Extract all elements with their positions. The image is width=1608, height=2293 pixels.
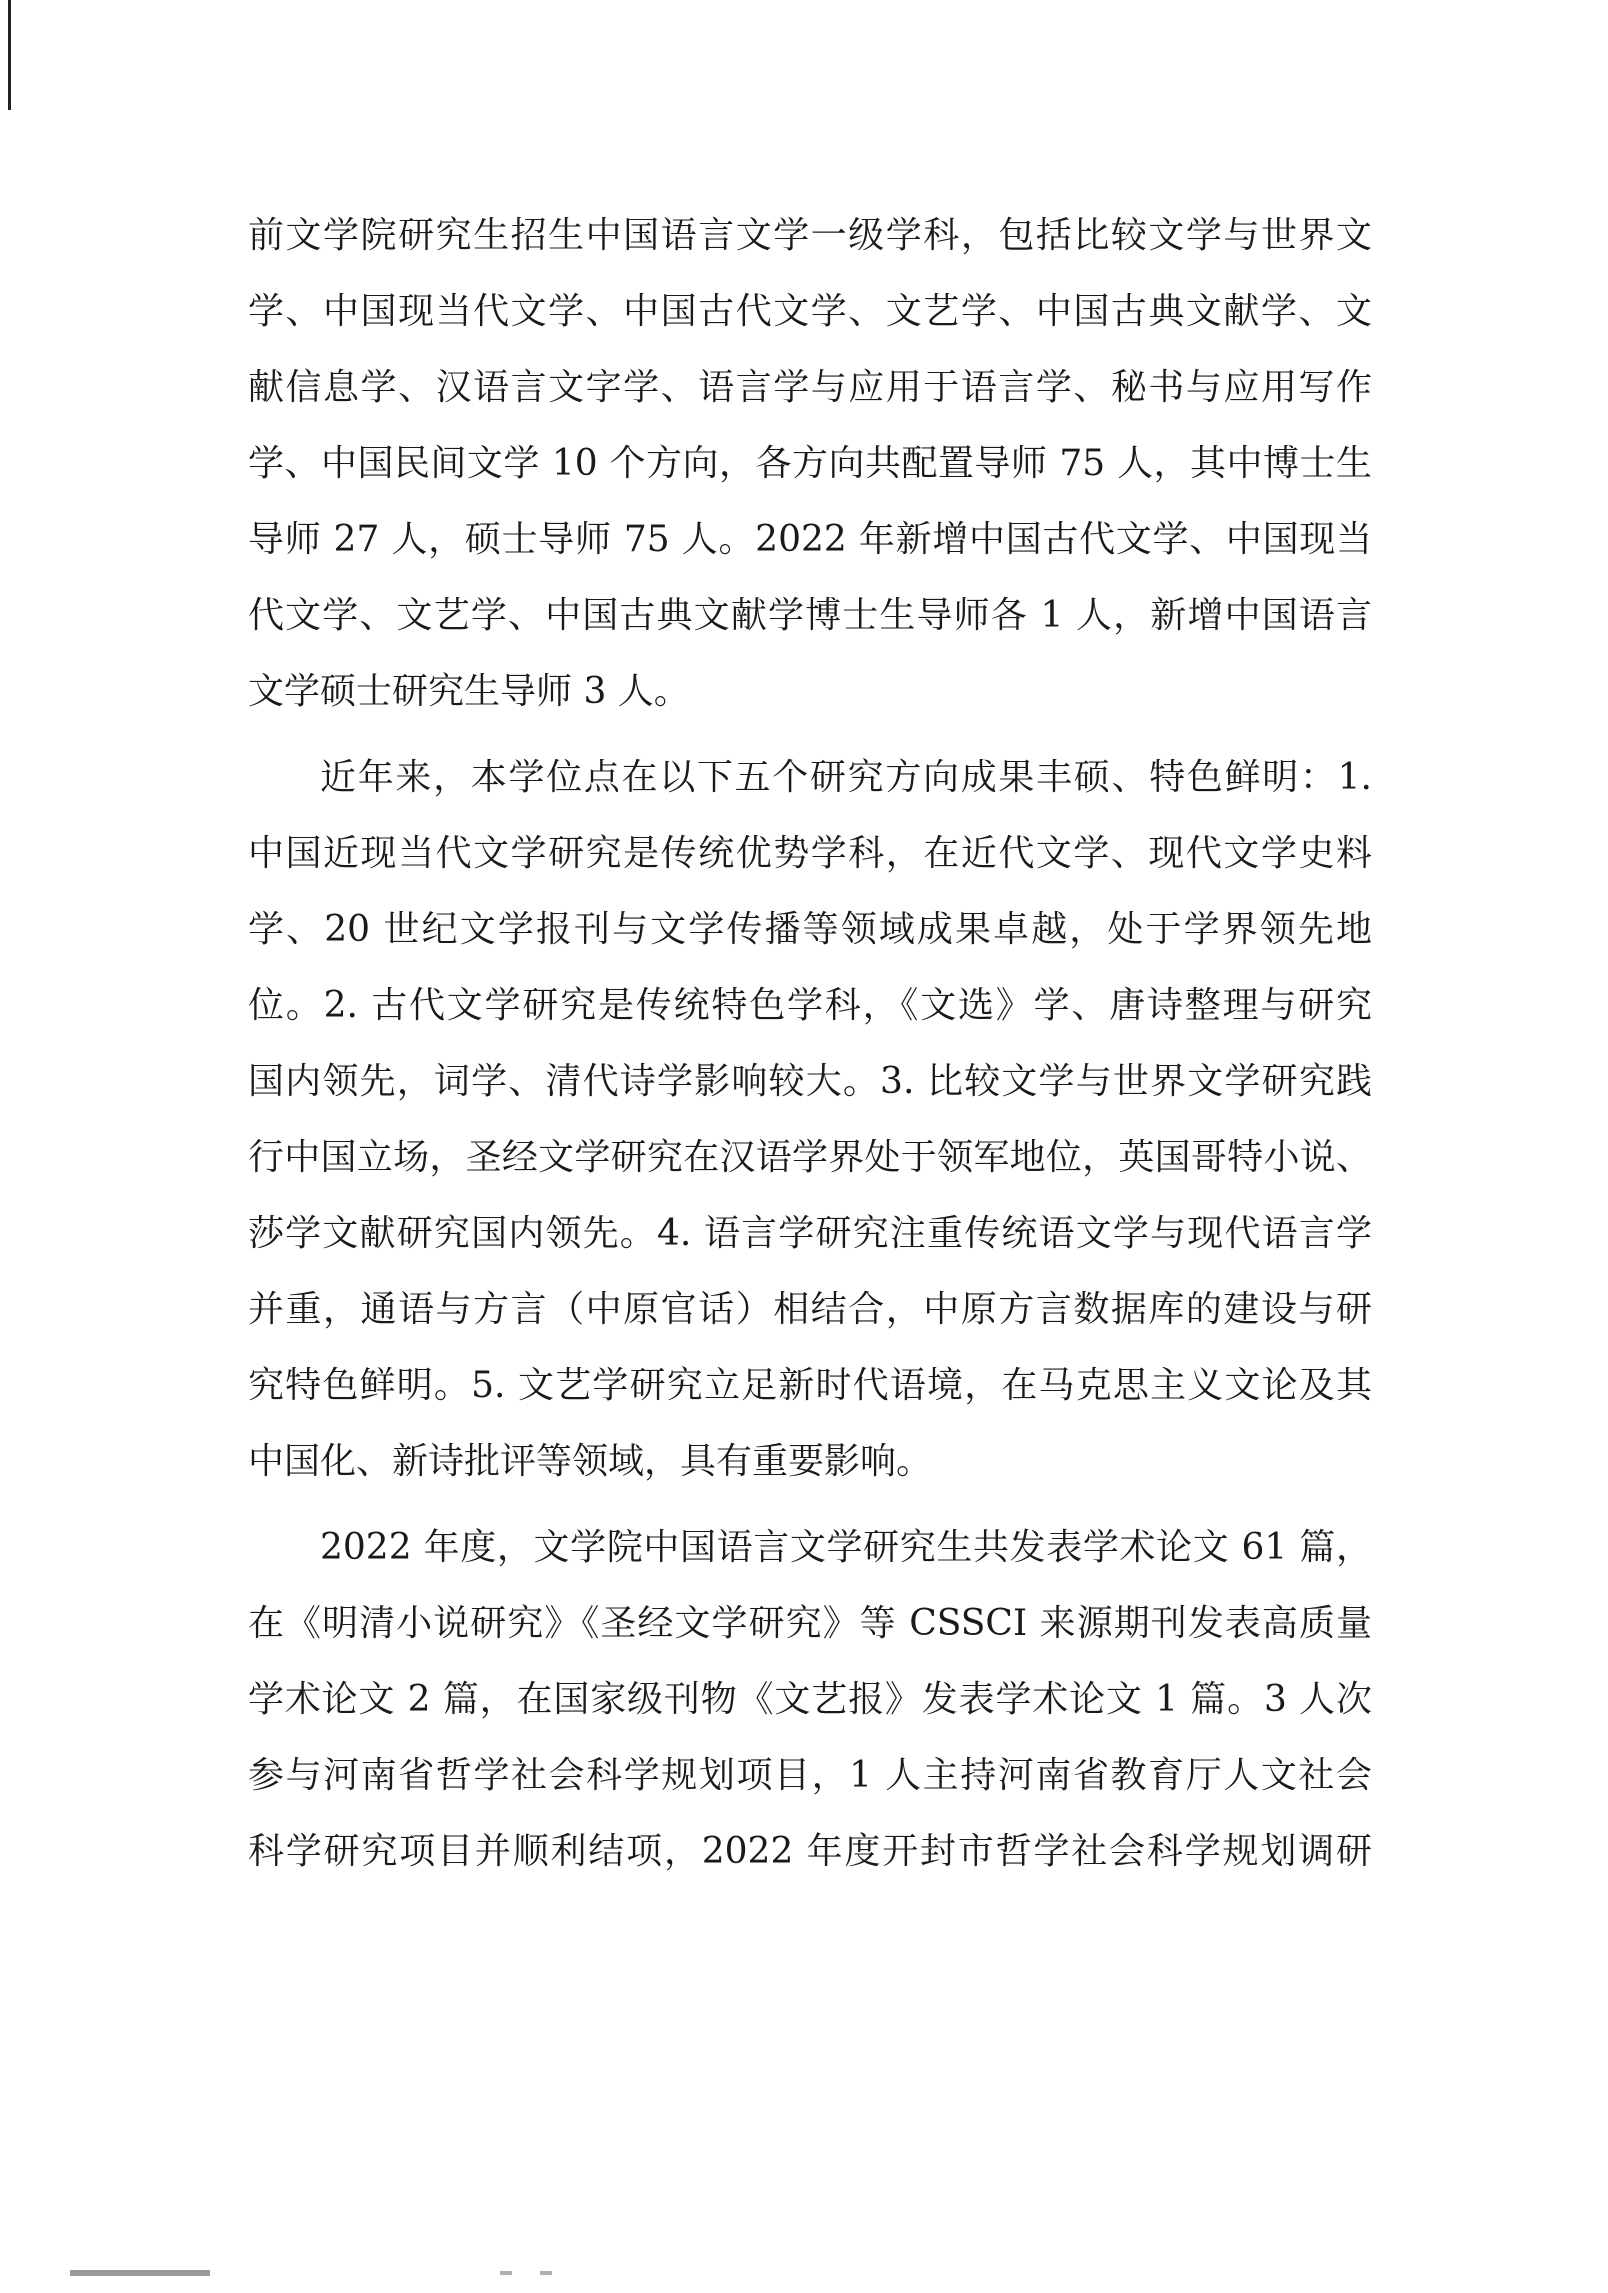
scan-speck xyxy=(540,2271,552,2275)
text-line: 行中国立场，圣经文学研究在汉语学界处于领军地位，英国哥特小说、 xyxy=(248,1137,1372,1178)
document-body xyxy=(248,198,1372,1890)
text-line: 学、中国民间文学 10 个方向，各方向共配置导师 75 人，其中博士生 xyxy=(248,443,1372,484)
scan-edge-mark xyxy=(8,0,11,110)
scan-footer-mark xyxy=(70,2270,210,2276)
paragraph-gap xyxy=(248,1500,1372,1510)
text-line: 位。2. 古代文学研究是传统特色学科，《文选》学、唐诗整理与研究 xyxy=(248,985,1372,1026)
paragraph-2 xyxy=(248,740,1372,1500)
text-line: 2022 年度，文学院中国语言文学研究生共发表学术论文 61 篇， xyxy=(320,1527,1372,1568)
text-line: 中国化、新诗批评等领域，具有重要影响。 xyxy=(248,1441,933,1482)
paragraph-3 xyxy=(248,1510,1372,1890)
text-line: 参与河南省哲学社会科学规划项目，1 人主持河南省教育厅人文社会 xyxy=(248,1755,1372,1796)
text-line: 莎学文献研究国内领先。4. 语言学研究注重传统语文学与现代语言学 xyxy=(248,1213,1372,1254)
text-line: 科学研究项目并顺利结项，2022 年度开封市哲学社会科学规划调研 xyxy=(248,1831,1372,1872)
text-line: 代文学、文艺学、中国古典文献学博士生导师各 1 人，新增中国语言 xyxy=(248,595,1372,636)
text-line: 导师 27 人，硕士导师 75 人。2022 年新增中国古代文学、中国现当 xyxy=(248,519,1372,560)
paragraph-gap xyxy=(248,730,1372,740)
text-line: 究特色鲜明。5. 文艺学研究立足新时代语境，在马克思主义文论及其 xyxy=(248,1365,1372,1406)
text-line: 在《明清小说研究》《圣经文学研究》等 CSSCI 来源期刊发表高质量 xyxy=(248,1603,1372,1644)
text-line: 学术论文 2 篇，在国家级刊物《文艺报》发表学术论文 1 篇。3 人次 xyxy=(248,1679,1372,1720)
text-line: 献信息学、汉语言文字学、语言学与应用于语言学、秘书与应用写作 xyxy=(248,367,1372,408)
text-line: 并重，通语与方言（中原官话）相结合，中原方言数据库的建设与研 xyxy=(248,1289,1372,1330)
text-line: 国内领先，词学、清代诗学影响较大。3. 比较文学与世界文学研究践 xyxy=(248,1061,1372,1102)
text-line: 学、20 世纪文学报刊与文学传播等领域成果卓越，处于学界领先地 xyxy=(248,909,1372,950)
text-line: 近年来，本学位点在以下五个研究方向成果丰硕、特色鲜明：1. xyxy=(320,757,1372,798)
text-line: 文学硕士研究生导师 3 人。 xyxy=(248,671,690,712)
text-line: 中国近现当代文学研究是传统优势学科，在近代文学、现代文学史料 xyxy=(248,833,1372,874)
text-line: 学、中国现当代文学、中国古代文学、文艺学、中国古典文献学、文 xyxy=(248,291,1372,332)
scan-speck xyxy=(500,2271,512,2275)
paragraph-1 xyxy=(248,198,1372,730)
text-line: 前文学院研究生招生中国语言文学一级学科，包括比较文学与世界文 xyxy=(248,215,1372,256)
